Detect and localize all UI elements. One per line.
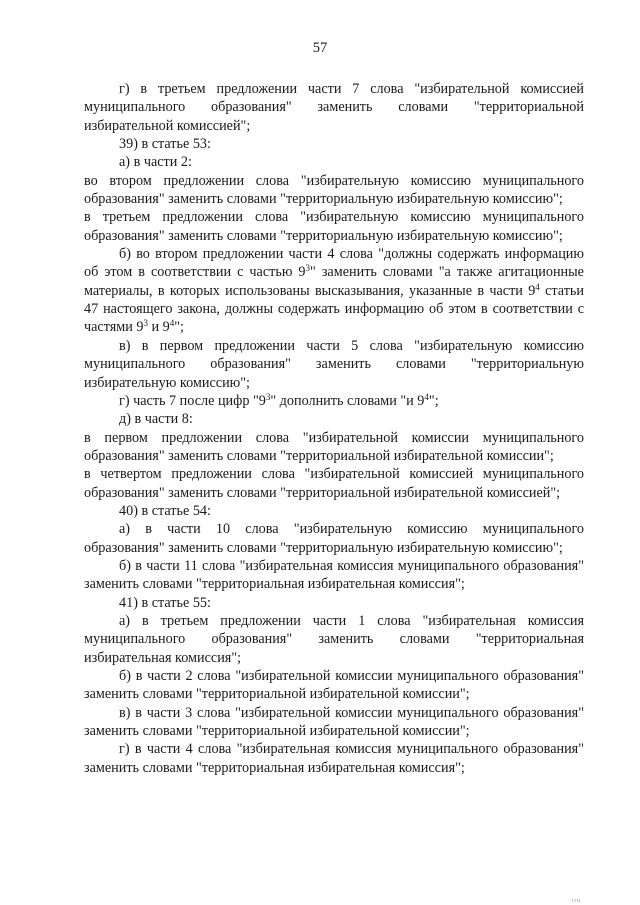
superscript: 3 (265, 391, 271, 402)
text-run: в первом предложении слова "избирательной комиссии муниципального образования" заменить словами "территориальной избирательной комиссии"; (84, 429, 584, 464)
text-run: во втором предложении слова "избирательную комиссию муниципального образования" заменить словами "территориальную избирательную комиссию"; (84, 172, 584, 208)
paragraph-item-second-sentence (84, 172, 584, 209)
text-run: а) в части 2: (119, 154, 192, 171)
text-run: " заменить словами "а также агитационные материалы, в которых использованы высказывания, указанные в части 9 (84, 264, 584, 299)
paragraph-item-b-part-4 (84, 245, 584, 337)
paragraph-item-a-part-2 (84, 153, 584, 171)
text-run: статьи 47 настоящего закона, должны содержать информацию об этом в соответствии с частями 9 (84, 282, 584, 336)
document-body (84, 80, 584, 777)
paragraph-item-g-part-7-digits (84, 392, 584, 410)
paragraph-item-b-part-11 (84, 557, 584, 594)
text-run: а) в части 10 слова "избирательную комиссию муниципального образования" заменить словами "территориальную избирательную комиссию"; (84, 521, 584, 556)
paragraph-item-g-part-7 (84, 80, 584, 135)
paragraph-item-third-sentence (84, 208, 584, 245)
text-run: 41) в статье 55: (119, 594, 211, 611)
paragraph-item-41-article-55 (84, 594, 584, 612)
superscript: 4 (424, 391, 429, 402)
text-run: б) в части 2 слова "избирательной комиссии муниципального образования" заменить словами "территориальной избирательной комиссии"; (84, 668, 584, 703)
text-run: "; (428, 392, 439, 409)
superscript: 4 (169, 318, 175, 329)
paragraph-item-a-part-10 (84, 520, 584, 557)
text-run: в четвертом предложении слова "избирательной комиссией муниципального образования" заменить словами "территориальной избирательной комиссией"; (84, 466, 584, 501)
text-run: а) в третьем предложении части 1 слова "избирательная комиссия муниципального образования" заменить словами "территориальная избирательная комиссия"; (84, 612, 584, 666)
paragraph-item-a-part-1 (84, 612, 584, 667)
text-run: д) в части 8: (119, 411, 193, 428)
text-run: г) в части 4 слова "избирательная комиссия муниципального образования" заменить словами "территориальная избирательная комиссия"; (84, 741, 584, 776)
paragraph-item-d-part-8 (84, 410, 584, 428)
text-run: и 9 (147, 319, 170, 336)
text-run: в третьем предложении слова "избирательную комиссию муниципального образования" заменить словами "территориальную избирательную комиссию"; (84, 209, 584, 244)
text-run: "; (174, 319, 184, 336)
text-run: г) в третьем предложении части 7 слова "избирательной комиссией муниципального образования" заменить словами "территориальной избирательной комиссией"; (84, 81, 584, 134)
scan-mark: ıııı (572, 898, 582, 904)
paragraph-item-40-article-54 (84, 502, 584, 520)
text-run: б) в части 11 слова "избирательная комиссия муниципального образования" заменить словами "территориальная избирательная комиссия"; (84, 557, 584, 593)
paragraph-item-g-part-4 (84, 740, 584, 777)
text-run: в) в первом предложении части 5 слова "избирательную комиссию муниципального образования" заменить словами "территориальную избирательную комиссию"; (84, 337, 584, 391)
text-run: " дополнить словами "и 9 (270, 392, 425, 409)
text-run: б) во втором предложении части 4 слова "должны содержать информацию об этом в соответствии с частью 9 (84, 246, 584, 281)
paragraph-item-b-part-2 (84, 667, 584, 704)
paragraph-item-v-part-3 (84, 704, 584, 741)
paragraph-item-v-part-5 (84, 337, 584, 392)
paragraph-item-first-sentence (84, 429, 584, 466)
superscript: 3 (305, 263, 311, 274)
text-run: в) в части 3 слова "избирательной комиссии муниципального образования" заменить словами "территориальной избирательной комиссии"; (84, 704, 584, 740)
text-run: 40) в статье 54: (119, 502, 211, 519)
paragraph-item-fourth-sentence (84, 465, 584, 502)
text-run: 39) в статье 53: (119, 136, 211, 153)
page-number: 57 (312, 40, 328, 56)
text-run: г) часть 7 после цифр "9 (119, 392, 266, 409)
superscript: 3 (143, 318, 148, 329)
superscript: 4 (535, 281, 540, 292)
paragraph-item-39-article-53 (84, 135, 584, 153)
